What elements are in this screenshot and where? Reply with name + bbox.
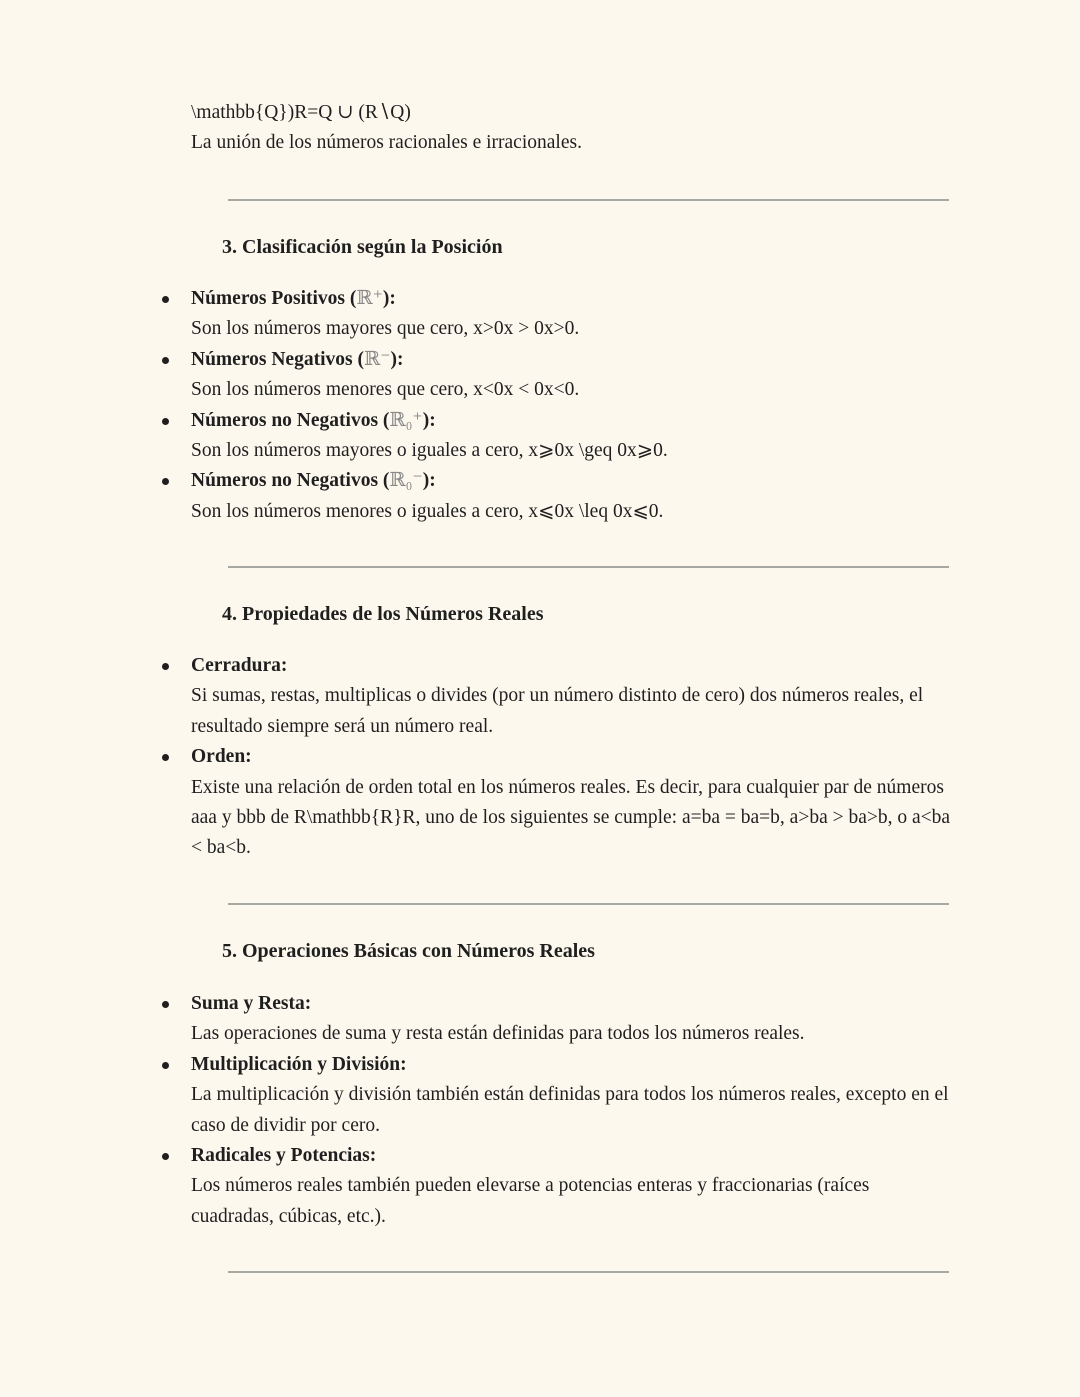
item-text: Las operaciones de suma y resta están definidas para todos los números reales. [191, 1023, 805, 1045]
divider [228, 903, 949, 905]
list-item [191, 651, 956, 742]
list-item [191, 466, 956, 527]
item-text: Son los números menores o iguales a cero, x⩽0x \leq 0x⩽0. [191, 500, 664, 522]
item-label: Números no Negativos ( [191, 470, 390, 492]
list-item [191, 742, 956, 864]
real-symbol: ℝ⁺ [356, 288, 383, 309]
divider [228, 1271, 949, 1273]
item-text: Existe una relación de orden total en los números reales. Es decir, para cualquier par de números aaa y bbb de R\mathbb{R}R, uno de los siguientes se cumple: a=ba = ba=b, a>ba > ba>b, o a<ba < ba<b. [191, 776, 951, 859]
item-text: Son los números mayores que cero, x>0x > 0x>0. [191, 318, 580, 340]
position-list [191, 284, 956, 527]
item-label-end: ): [422, 409, 436, 431]
item-label: Números Negativos ( [191, 348, 364, 370]
item-label: Números Positivos ( [191, 288, 357, 309]
divider [228, 566, 949, 568]
operations-list [191, 989, 956, 1232]
item-label-end: ): [422, 470, 436, 492]
list-item [191, 1050, 956, 1141]
item-label: Números no Negativos ( [191, 409, 390, 431]
item-text: Si sumas, restas, multiplicas o divides (por un número distinto de cero) dos números reales, el resultado siempre será un número real. [191, 685, 924, 737]
intro-block [191, 98, 956, 159]
list-item [191, 284, 956, 345]
item-text: Son los números menores que cero, x<0x < 0x<0. [191, 379, 580, 401]
item-text: Son los números mayores o iguales a cero, x⩾0x \geq 0x⩾0. [191, 440, 668, 462]
section-heading: 4. Propiedades de los Números Reales [222, 603, 544, 625]
properties-list [191, 651, 956, 864]
union-description: La unión de los números racionales e irracionales. [191, 132, 582, 154]
real-symbol: ℝ⁻ [363, 348, 391, 370]
item-label-end: ): [382, 288, 396, 309]
item-label: Orden: [191, 746, 252, 768]
item-label: Cerradura: [191, 655, 288, 676]
list-item [191, 406, 956, 467]
real-symbol: ℝ₀⁻ [389, 470, 423, 492]
list-item [191, 1141, 956, 1232]
item-label: Suma y Resta: [191, 993, 312, 1014]
item-label: Radicales y Potencias: [191, 1145, 377, 1167]
item-label: Multiplicación y División: [191, 1053, 407, 1075]
list-item [191, 989, 956, 1050]
section-heading: 5. Operaciones Básicas con Números Reales [222, 940, 595, 962]
section-heading: 3. Clasificación según la Posición [222, 236, 503, 258]
item-label-end: ): [390, 348, 404, 370]
union-formula: \mathbb{Q})R=Q ∪ (R∖Q) [191, 102, 411, 123]
item-text: La multiplicación y división también están definidas para todos los números reales, excepto en el caso de dividir por cero. [191, 1084, 949, 1136]
real-symbol: ℝ₀⁺ [389, 409, 423, 431]
divider [228, 199, 949, 201]
item-text: Los números reales también pueden elevarse a potencias enteras y fraccionarias (raíces cuadradas, cúbicas, etc.). [191, 1175, 870, 1227]
list-item [191, 345, 956, 406]
